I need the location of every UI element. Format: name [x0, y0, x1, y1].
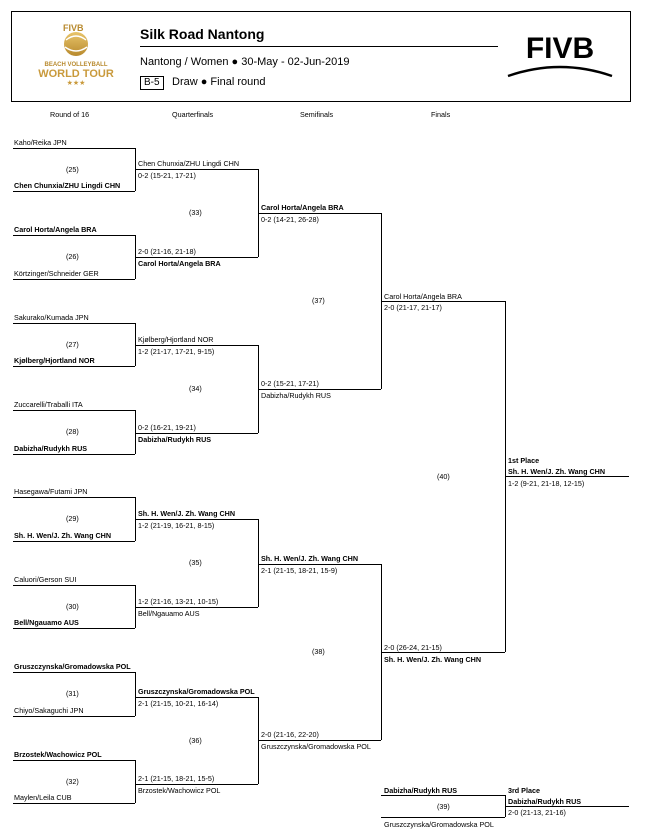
bracket-line — [13, 672, 135, 673]
r16-team-bottom: Sh. H. Wen/J. Zh. Wang CHN — [14, 531, 112, 540]
bracket-line — [135, 345, 258, 346]
sf-score-bottom: 2-0 (21-16, 22-20) — [261, 730, 319, 739]
bracket-line — [135, 607, 258, 608]
event-title: Silk Road Nantong — [140, 26, 265, 42]
r16-match-number: (28) — [66, 427, 79, 436]
sf-team-top: Sh. H. Wen/J. Zh. Wang CHN — [261, 554, 359, 563]
bracket-line — [13, 235, 135, 236]
logo-left-fivb: FIVB — [63, 23, 84, 33]
qf-score-top: 1-2 (21-19, 16-21, 8-15) — [138, 521, 215, 530]
round-header-final: Finals — [431, 110, 451, 119]
champion-score: 1-2 (9-21, 21-18, 12-15) — [508, 479, 585, 488]
r16-team-top: Brzostek/Wachowicz POL — [14, 750, 102, 759]
sf-team-top: Carol Horta/Angela BRA — [261, 203, 344, 212]
qf-score-top: 1-2 (21-17, 17-21, 9-15) — [138, 347, 215, 356]
final-team-top: Carol Horta/Angela BRA — [384, 292, 462, 301]
final-team-bottom: Sh. H. Wen/J. Zh. Wang CHN — [384, 655, 482, 664]
bracket-line — [13, 323, 135, 324]
bracket-line — [381, 817, 505, 818]
bracket-line — [505, 806, 629, 807]
round-header-qf: Quarterfinals — [172, 110, 214, 119]
sf-score-top: 0-2 (14-21, 26-28) — [261, 215, 319, 224]
third-place-team: Dabizha/Rudykh RUS — [508, 797, 582, 806]
bracket-line — [13, 366, 135, 367]
r16-team-top: Carol Horta/Angela BRA — [14, 225, 97, 234]
bracket-line — [13, 585, 135, 586]
champion-team: Sh. H. Wen/J. Zh. Wang CHN — [508, 467, 606, 476]
qf-match-number: (34) — [189, 384, 202, 393]
r16-match-number: (29) — [66, 514, 79, 523]
bracket-line — [505, 476, 629, 477]
bracket-line — [135, 672, 136, 716]
r16-match-number: (26) — [66, 252, 79, 261]
logo-beach-text: BEACH VOLLEYBALL — [44, 62, 108, 68]
r16-team-bottom: Bell/Ngauamo AUS — [14, 618, 79, 627]
bracket-line — [13, 541, 135, 542]
bronze-team-bottom: Gruszczynska/Gromadowska POL — [384, 820, 494, 829]
qf-score-bottom: 0-2 (16-21, 19-21) — [138, 423, 196, 432]
r16-team-top: Gruszczynska/Gromadowska POL — [14, 662, 131, 671]
bronze-team-top: Dabizha/Rudykh RUS — [384, 786, 458, 795]
draw-code-badge: B-5 — [140, 76, 164, 90]
bracket-line — [13, 279, 135, 280]
r16-team-bottom: Chiyo/Sakaguchi JPN — [14, 706, 84, 715]
third-place-label: 3rd Place — [508, 786, 540, 795]
r16-match-number: (31) — [66, 689, 79, 698]
r16-match-number: (25) — [66, 165, 79, 174]
svg-text:★★★: ★★★ — [66, 80, 86, 86]
bracket-line — [13, 148, 135, 149]
qf-team-top: Sh. H. Wen/J. Zh. Wang CHN — [138, 509, 236, 518]
bracket-line — [381, 795, 505, 796]
first-place-label: 1st Place — [508, 456, 540, 465]
bracket-line — [13, 716, 135, 717]
qf-score-bottom: 2-1 (21-15, 18-21, 15-5) — [138, 774, 215, 783]
qf-team-bottom: Carol Horta/Angela BRA — [138, 259, 221, 268]
round-header-r16: Round of 16 — [50, 110, 90, 119]
bracket-line — [135, 697, 258, 698]
r16-team-bottom: Maylen/Leila CUB — [14, 793, 72, 802]
sf-team-bottom: Dabizha/Rudykh RUS — [261, 391, 331, 400]
stage-label: Draw ● Final round — [172, 76, 266, 88]
bracket-line — [135, 760, 136, 803]
r16-team-bottom: Körtzinger/Schneider GER — [14, 269, 99, 278]
bronze-match-number: (39) — [437, 802, 450, 811]
bracket-line — [13, 497, 135, 498]
qf-team-top: Kjølberg/Hjortland NOR — [138, 335, 214, 344]
r16-team-bottom: Chen Chunxia/ZHU Lingdi CHN — [14, 181, 121, 190]
round-header-sf: Semifinals — [300, 110, 334, 119]
bracket-line — [13, 760, 135, 761]
qf-match-number: (35) — [189, 558, 202, 567]
bracket-line — [135, 784, 258, 785]
bracket-line — [135, 519, 258, 520]
r16-match-number: (30) — [66, 602, 79, 611]
r16-team-top: Caluori/Gerson SUI — [14, 575, 77, 584]
bracket-line — [135, 433, 258, 434]
r16-team-top: Hasegawa/Futami JPN — [14, 487, 88, 496]
title-underline — [140, 46, 498, 47]
qf-team-bottom: Brzostek/Wachowicz POL — [138, 786, 221, 795]
sf-score-bottom: 0-2 (15-21, 17-21) — [261, 379, 319, 388]
final-match-number: (40) — [437, 472, 450, 481]
bracket-line — [13, 628, 135, 629]
bracket-line — [135, 169, 258, 170]
bracket-line — [381, 301, 505, 302]
qf-team-top: Gruszczynska/Gromadowska POL — [138, 687, 255, 696]
sf-match-number: (37) — [312, 296, 325, 305]
fivb-logo — [505, 28, 615, 84]
r16-match-number: (32) — [66, 777, 79, 786]
bracket-line — [13, 191, 135, 192]
qf-match-number: (33) — [189, 208, 202, 217]
sf-team-bottom: Gruszczynska/Gromadowska POL — [261, 742, 371, 751]
qf-match-number: (36) — [189, 736, 202, 745]
bracket-line — [381, 652, 505, 653]
r16-match-number: (27) — [66, 340, 79, 349]
bracket-line — [258, 389, 381, 390]
sf-score-top: 2-1 (21-15, 18-21, 15-9) — [261, 566, 338, 575]
third-place-score: 2-0 (21-13, 21-16) — [508, 808, 566, 817]
r16-team-bottom: Kjølberg/Hjortland NOR — [14, 356, 95, 365]
bracket-line — [258, 564, 381, 565]
r16-team-bottom: Dabizha/Rudykh RUS — [14, 444, 88, 453]
sf-match-number: (38) — [312, 647, 325, 656]
qf-team-bottom: Bell/Ngauamo AUS — [138, 609, 200, 618]
r16-team-top: Zuccarelli/Traballi ITA — [14, 400, 83, 409]
bracket-line — [13, 454, 135, 455]
bracket-line — [258, 519, 259, 607]
r16-team-top: Kaho/Reika JPN — [14, 138, 67, 147]
final-score-bottom: 2-0 (26-24, 21-15) — [384, 643, 442, 652]
bracket-line — [258, 213, 381, 214]
bracket-line — [13, 803, 135, 804]
qf-team-bottom: Dabizha/Rudykh RUS — [138, 435, 212, 444]
qf-score-top: 2-1 (21-15, 10-21, 16-14) — [138, 699, 219, 708]
qf-team-top: Chen Chunxia/ZHU Lingdi CHN — [138, 159, 240, 168]
final-score-top: 2-0 (21-17, 21-17) — [384, 303, 442, 312]
bracket-line — [135, 257, 258, 258]
r16-team-top: Sakurako/Kumada JPN — [14, 313, 89, 322]
qf-score-bottom: 2-0 (21-16, 21-18) — [138, 247, 196, 256]
bracket-line — [258, 740, 381, 741]
qf-score-bottom: 1-2 (21-16, 13-21, 10-15) — [138, 597, 219, 606]
bracket-line — [13, 410, 135, 411]
logo-world-tour-text: WORLD TOUR — [38, 68, 114, 80]
qf-score-top: 0-2 (15-21, 17-21) — [138, 171, 196, 180]
bracket-line — [135, 410, 136, 454]
event-subtitle: Nantong / Women ● 30-May - 02-Jun-2019 — [140, 56, 350, 68]
fivb-logo-text: FIVB — [525, 32, 595, 65]
